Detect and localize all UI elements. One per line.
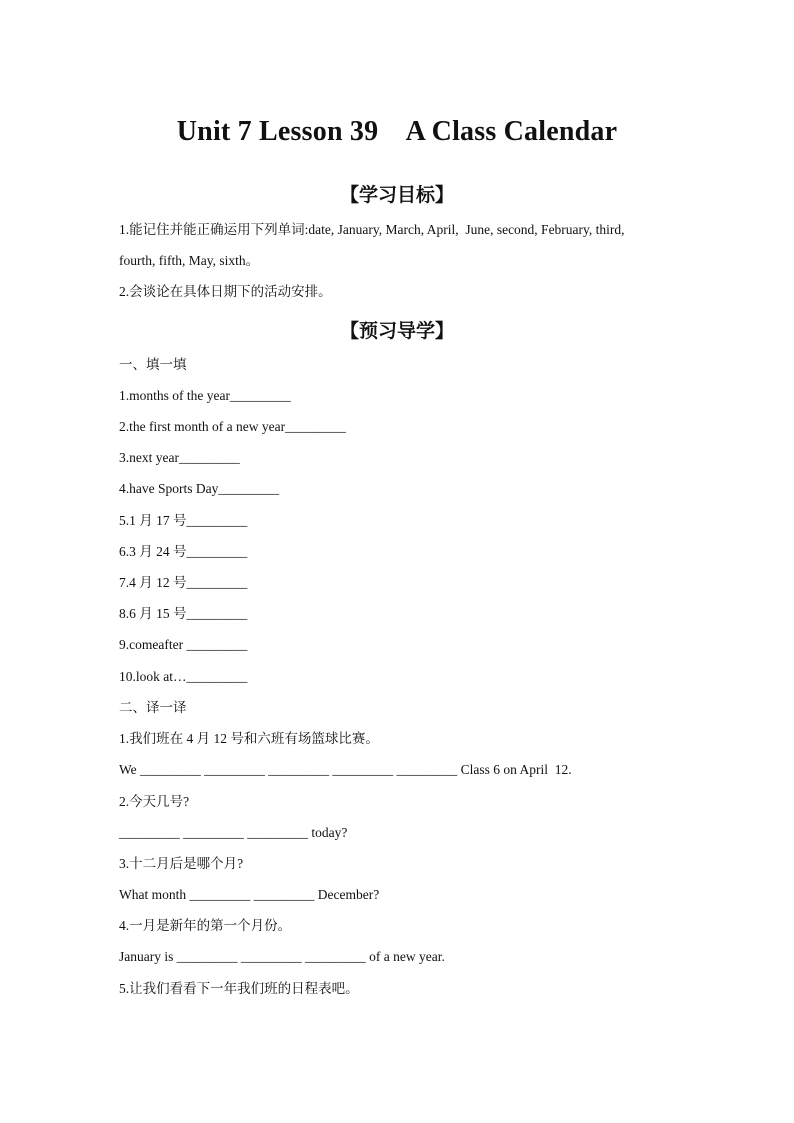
objective-line: 2.会谈论在具体日期下的活动安排。 — [119, 284, 332, 299]
objective-line: 1.能记住并能正确运用下列单词:date, January, March, April, June, second, February, third, — [119, 222, 625, 237]
translation-answer: _________ _________ _________ today? — [119, 825, 348, 840]
part-heading-translate: 二、译一译 — [119, 700, 187, 715]
translation-answer: January is _________ _________ _________ of a new year. — [119, 949, 445, 964]
translation-prompt: 4.一月是新年的第一个月份。 — [119, 918, 292, 933]
exercise-item: 9.comeafter _________ — [119, 637, 248, 652]
translation-prompt: 2.今天几号? — [119, 794, 190, 809]
exercise-item: 8.6 月 15 号_________ — [119, 606, 248, 621]
section-heading-preview: 【预习导学】 — [339, 320, 454, 342]
translation-answer: What month _________ _________ December? — [119, 887, 380, 902]
exercise-item: 6.3 月 24 号_________ — [119, 544, 248, 559]
exercise-item: 7.4 月 12 号_________ — [119, 575, 248, 590]
translation-prompt: 1.我们班在 4 月 12 号和六班有场篮球比赛。 — [119, 731, 379, 746]
translation-prompt: 5.让我们看看下一年我们班的日程表吧。 — [119, 981, 359, 996]
objective-line: fourth, fifth, May, sixth。 — [119, 253, 260, 268]
exercise-item: 5.1 月 17 号_________ — [119, 513, 248, 528]
exercise-item: 2.the first month of a new year_________ — [119, 419, 346, 434]
exercise-item: 4.have Sports Day_________ — [119, 481, 280, 496]
exercise-item: 1.months of the year_________ — [119, 388, 291, 403]
exercise-item: 3.next year_________ — [119, 450, 240, 465]
section-heading-objectives: 【学习目标】 — [339, 184, 454, 206]
page-title: Unit 7 Lesson 39 A Class Calendar — [176, 116, 618, 147]
translation-prompt: 3.十二月后是哪个月? — [119, 856, 244, 871]
part-heading-fill-in: 一、填一填 — [119, 357, 187, 372]
translation-answer: We _________ _________ _________ _________ _________ Class 6 on April 12. — [119, 762, 572, 777]
exercise-item: 10.look at…_________ — [119, 669, 248, 684]
